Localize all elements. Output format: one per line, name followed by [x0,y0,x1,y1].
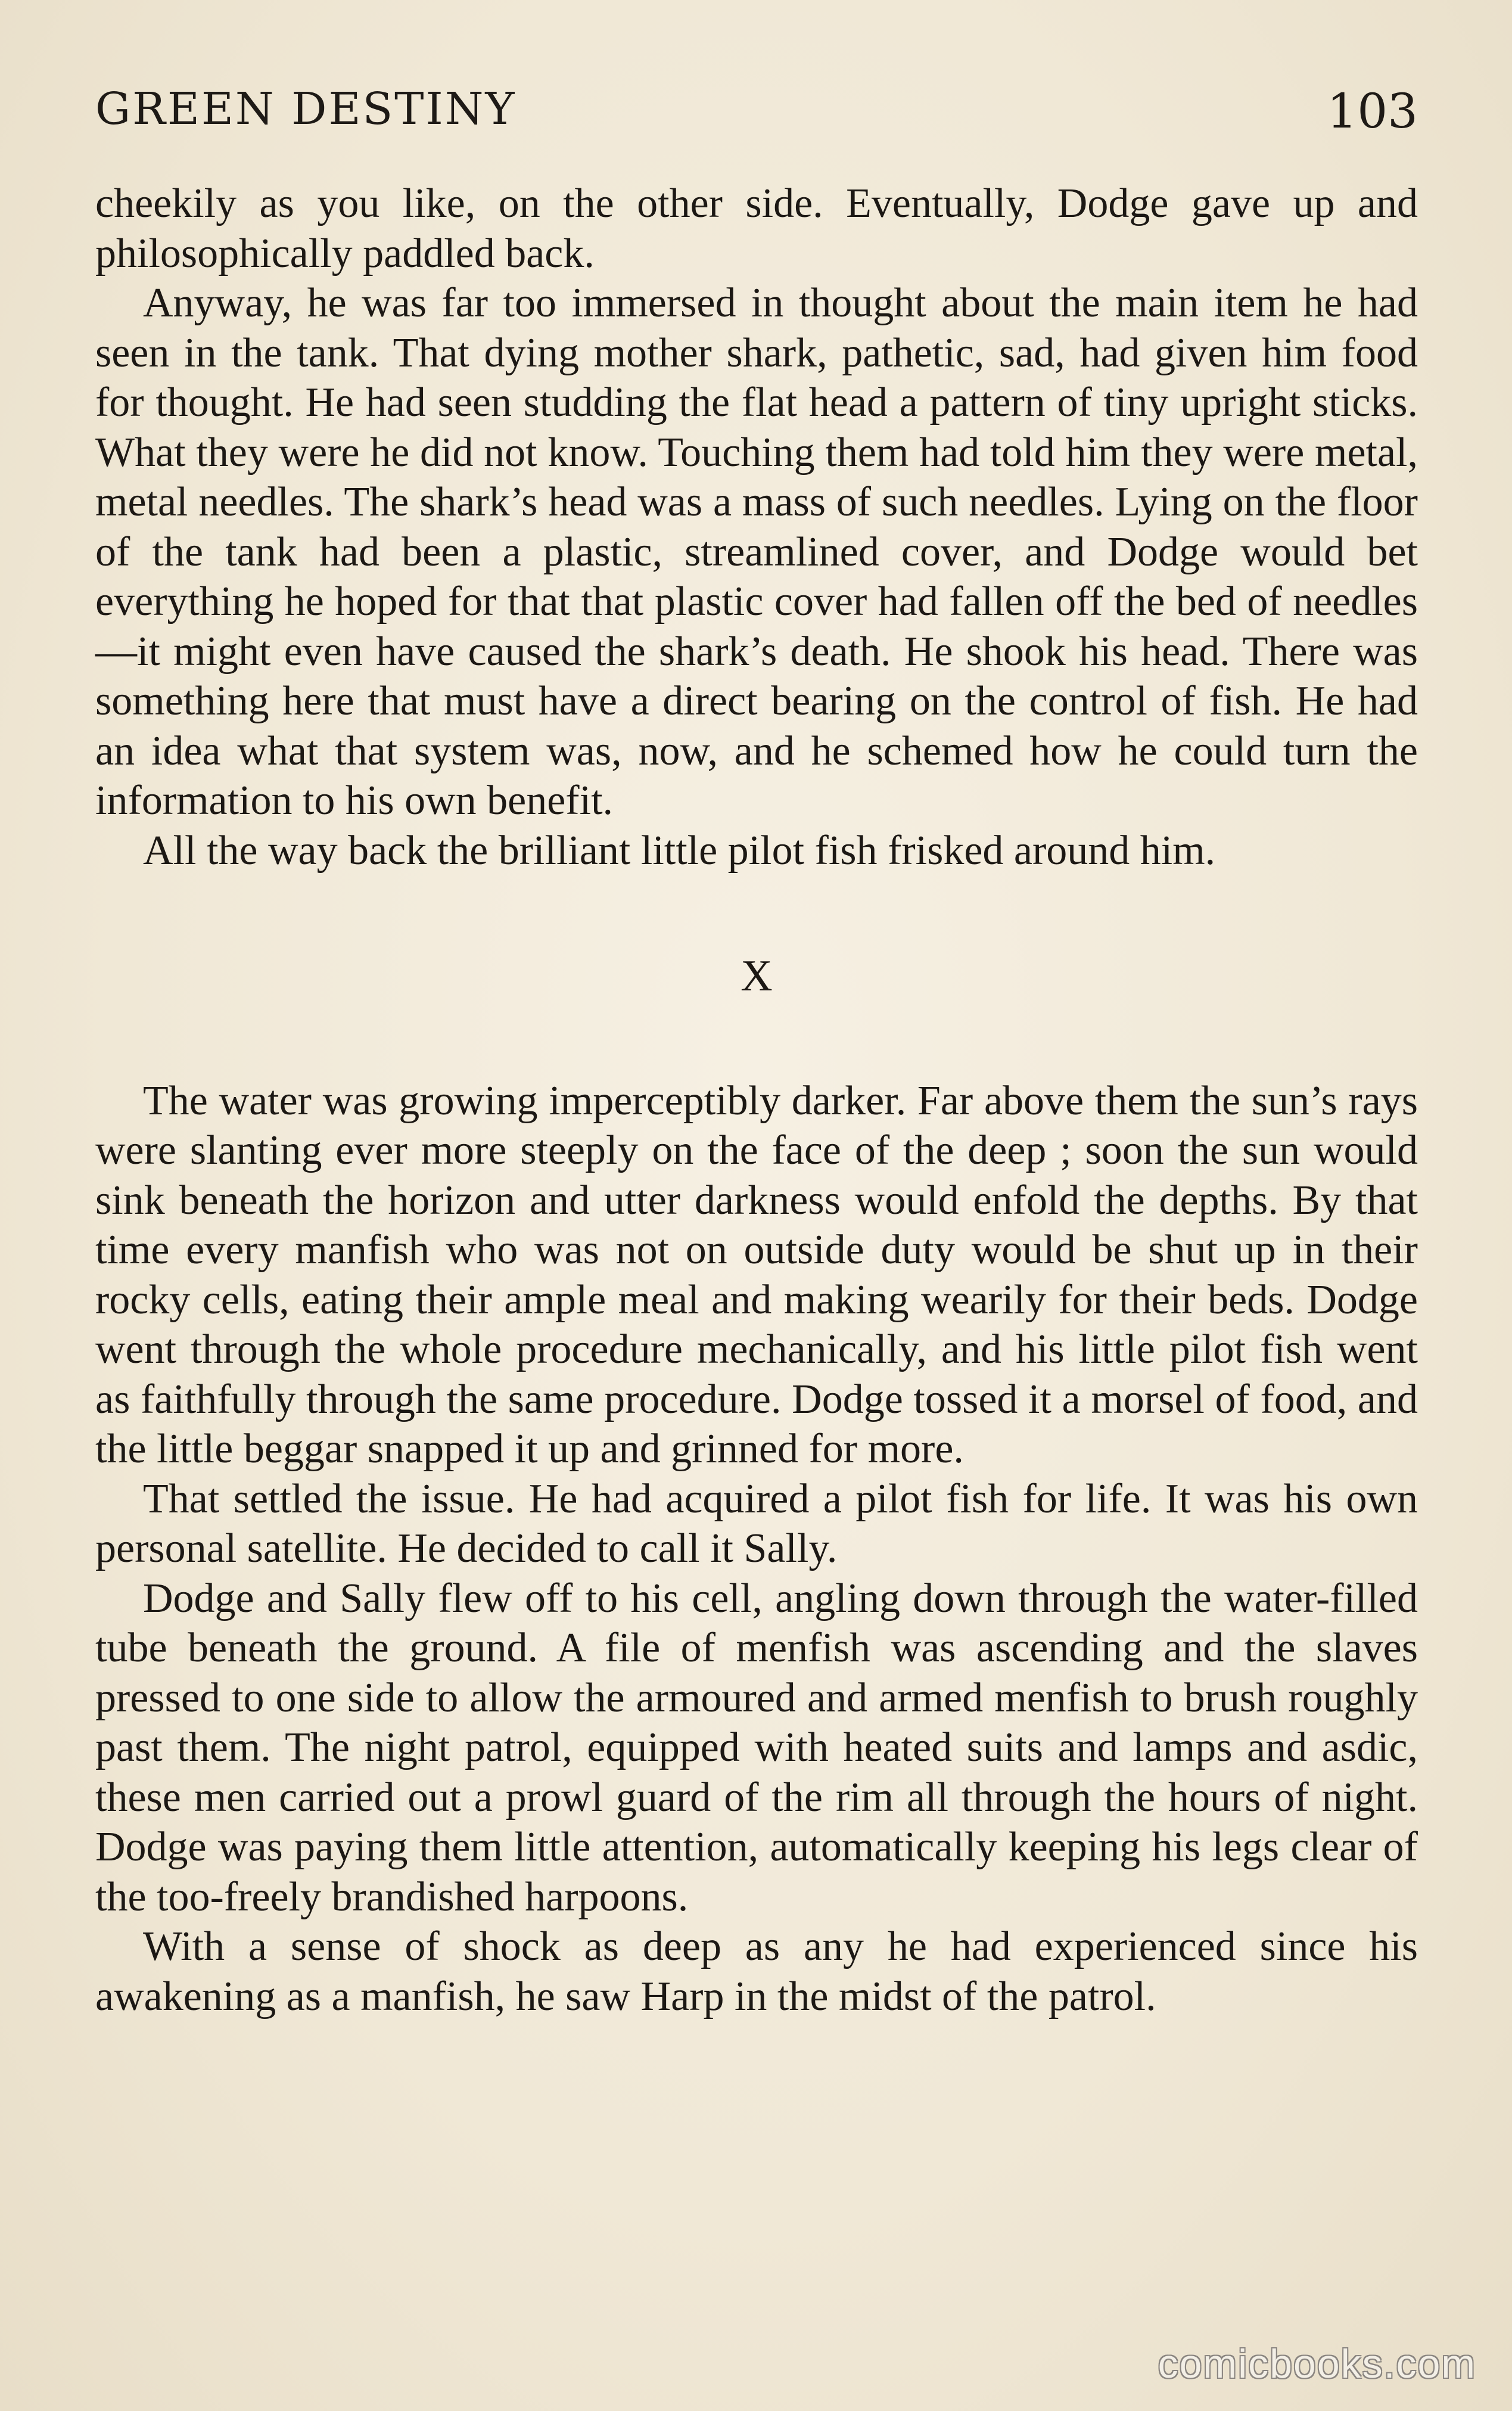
paragraph: The water was growing imperceptibly darker. Far above them the sun’s rays were slanting ever more steeply on the face of the deep ; soon the sun would sink beneath the horizon and utter darkness would enfold the depths. By that time every manfish who was not on outside duty would be shut up in their rocky cells, eating their ample meal and making wearily for their beds. Dodge went through the whole procedure mechanically, and his little pilot fish went as faithfully through the same procedure. Dodge tossed it a morsel of food, and the little beggar snapped it up and grinned for more. [95,1077,1418,1472]
running-head: GREEN DESTINY [95,83,517,135]
page-number: 103 [1327,83,1418,139]
paragraph: With a sense of shock as deep as any he had experienced since his awakening as a manfish, he saw Harp in the midst of the patrol. [95,1924,1418,2019]
paragraph: Dodge and Sally flew off to his cell, angling down through the water-filled tube beneath the ground. A file of menfish was ascending and the slaves pressed to one side to allow the armoured and armed menfish to brush roughly past them. The night patrol, equipped with heated suits and lamps and asdic, these men carried out a prowl guard of the rim all through the hours of night. Dodge was paying them little attention, automatically keeping his legs clear of the too-freely brandished harpoons. [95,1575,1418,1920]
body-text [95,179,1418,2021]
paragraph: Anyway, he was far too immersed in thought about the main item he had seen in the tank. That dying mother shark, pathetic, sad, had given him food for thought. He had seen studding the flat head a pattern of tiny upright sticks. What they were he did not know. Touching them had told him they were metal, metal needles. The shark’s head was a mass of such needles. Lying on the floor of the tank had been a plastic, streamlined cover, and Dodge would bet everything he hoped for that that plastic cover had fallen off the bed of needles—it might even have caused the shark’s death. He shook his head. There was something here that must have a direct bearing on the control of fish. He had an idea what that system was, now, and he schemed how he could turn the information to his own benefit. [95,280,1418,824]
paragraph: All the way back the brilliant little pilot fish frisked around him. [143,827,1216,874]
page-header [95,83,1418,149]
watermark-text: comicbooks.com [1158,2341,1476,2387]
paragraph-continued: cheekily as you like, on the other side. Eventually, Dodge gave up and philosophically paddled back. [95,181,1418,276]
paragraph: That settled the issue. He had acquired a pilot fish for life. It was his own personal satellite. He decided to call it Sally. [95,1475,1418,1571]
chapter-heading: X [741,952,773,1001]
